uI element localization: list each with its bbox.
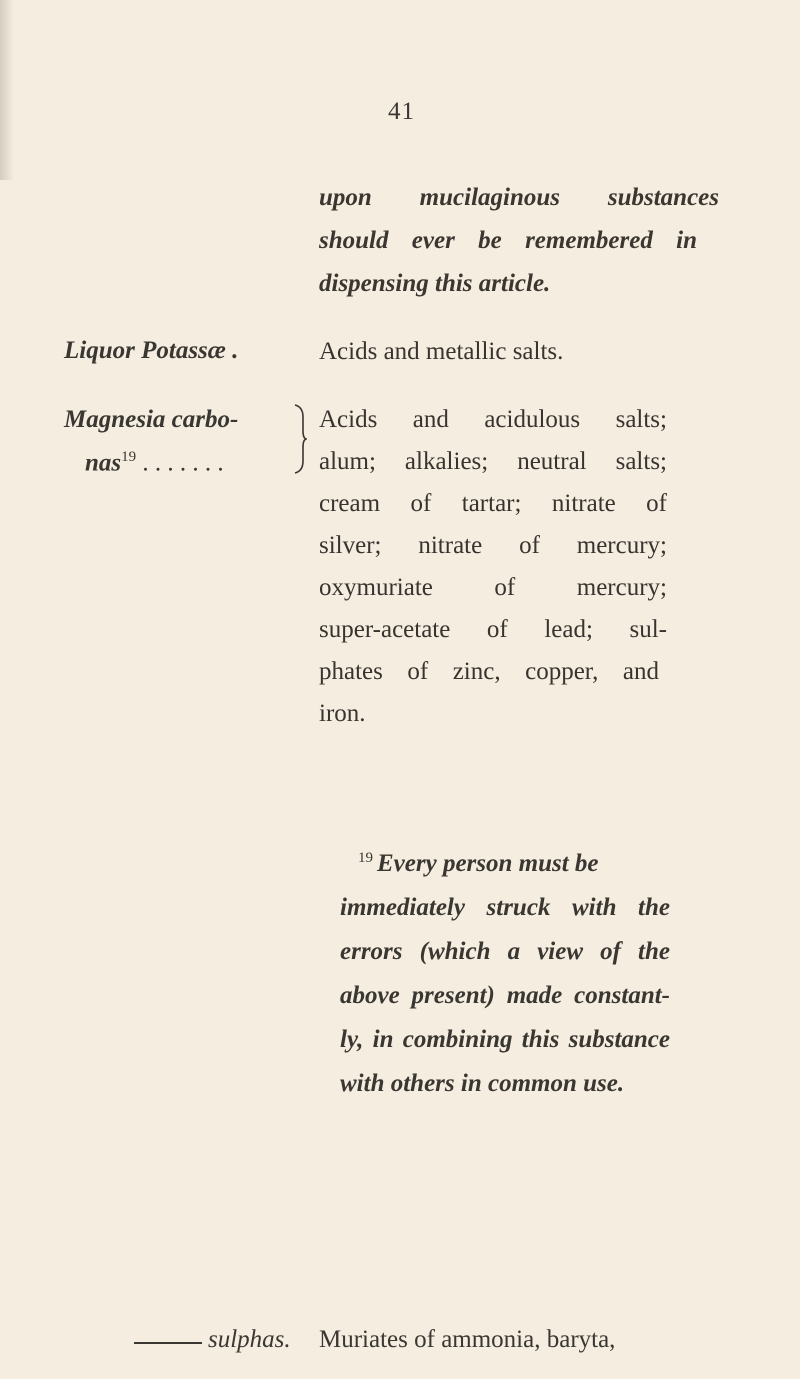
- note-line: upon mucilaginous substances: [319, 184, 719, 211]
- description-line: cream of tartar; nitrate of: [319, 490, 667, 517]
- footnote-text: Every person must be: [377, 850, 599, 877]
- description-line: oxymuriate of mercury;: [319, 574, 667, 601]
- footnote-line: errors (which a view of the: [340, 938, 670, 965]
- entry-term-sulphas: sulphas.: [208, 1326, 291, 1353]
- entry-term-magnesia-line2: [85, 449, 224, 477]
- note-line: dispensing this article.: [319, 270, 551, 297]
- footnote-line: immediately struck with the: [340, 894, 670, 921]
- note-line: should ever be remembered in: [319, 227, 697, 254]
- footnote: [340, 836, 680, 1106]
- footnote-marker: 19: [358, 850, 373, 866]
- description-line: silver; nitrate of mercury;: [319, 532, 667, 559]
- description-line: iron.: [319, 700, 366, 727]
- footnote-line: [340, 836, 680, 886]
- entry-description-sulphas: Muriates of ammonia, baryta,: [319, 1326, 616, 1353]
- footnote-line: with others in common use.: [340, 1070, 625, 1097]
- leader-dots: . . . . . . .: [136, 449, 224, 477]
- entry-term-liquor-potassae: Liquor Potassæ .: [64, 337, 239, 364]
- term-word: nas: [85, 449, 122, 477]
- entry-term-magnesia-line1: Magnesia carbo-: [64, 406, 239, 433]
- entry-description-liquor-potassae: [319, 331, 563, 373]
- description-line: super-acetate of lead; sul-: [319, 616, 667, 643]
- description-line: Acids and acidulous salts;: [319, 406, 667, 433]
- brace-icon: [293, 403, 307, 475]
- page-number: 41: [388, 98, 415, 125]
- description-line: Acids and metallic salts.: [319, 338, 564, 365]
- description-line: alum; alkalies; neutral salts;: [319, 448, 667, 475]
- ditto-dash: [134, 1342, 202, 1344]
- footnote-ref: 19: [121, 449, 137, 465]
- footnote-line: above present) made constant-: [340, 982, 670, 1009]
- description-line: phates of zinc, copper, and: [319, 658, 659, 685]
- continued-note: [319, 176, 719, 305]
- entry-description-magnesia: [319, 399, 667, 735]
- footnote-line: ly, in combining this substance: [340, 1026, 670, 1053]
- page-edge-shadow: [0, 0, 14, 180]
